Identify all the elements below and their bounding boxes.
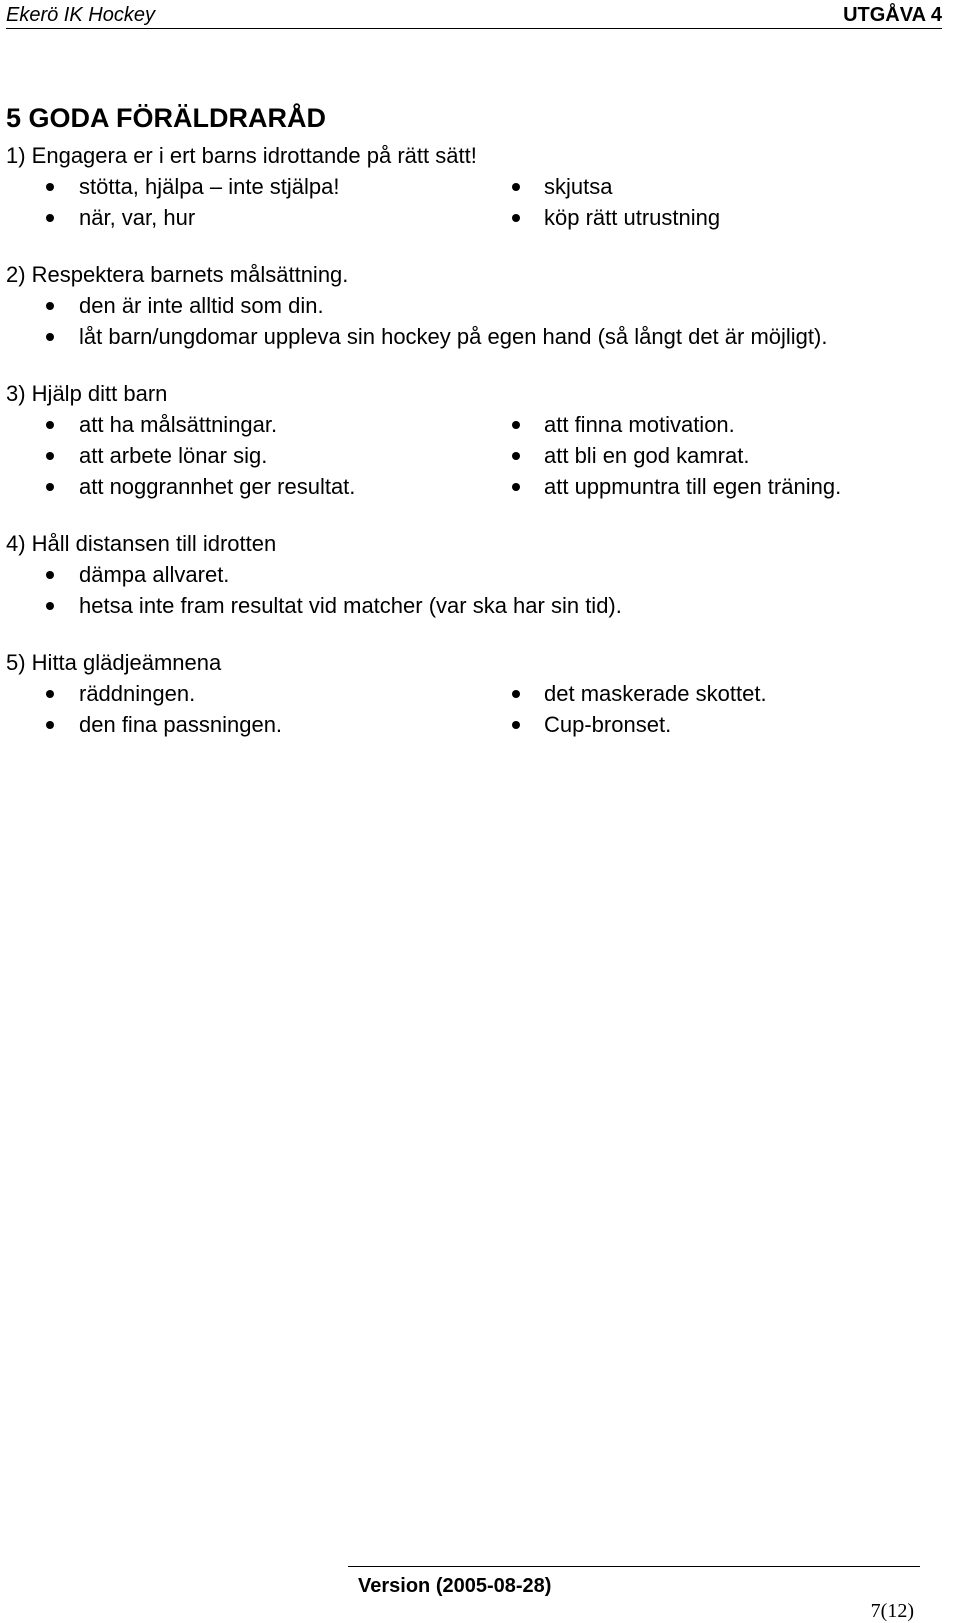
bullet-dot-icon [46,483,54,491]
list-item-text: stötta, hjälpa – inte stjälpa! [79,174,340,199]
header-edition: UTGÅVA 4 [843,4,942,26]
list-item-text: att ha målsättningar. [79,412,278,437]
bullet-dot-icon [46,302,54,310]
list-item [6,409,500,440]
list-item [6,590,940,621]
list-item [6,290,940,321]
list-item-text: dämpa allvaret. [79,562,230,587]
list-item-text: Cup-bronset. [544,712,672,737]
section-4 [6,528,942,621]
section-3 [6,378,942,502]
page-footer [348,1566,920,1622]
bullet-dot-icon [46,214,54,222]
bullet-dot-icon [512,421,520,429]
list-item [500,171,940,202]
list-item [500,409,940,440]
section-heading: 2) Respektera barnets målsättning. [6,262,349,287]
section-heading: 4) Håll distansen till idrotten [6,531,277,556]
section-5 [6,647,942,740]
list-item-text: skjutsa [544,174,613,199]
list-item-text: låt barn/ungdomar uppleva sin hockey på egen hand (så långt det är möjligt). [79,324,828,349]
bullet-dot-icon [512,214,520,222]
bullet-dot-icon [46,690,54,698]
bullet-list [6,678,942,740]
bullet-dot-icon [46,452,54,460]
list-item-text: att arbete lönar sig. [79,443,268,468]
section-heading: 1) Engagera er i ert barns idrottande på rätt sätt! [6,143,477,168]
list-item [6,709,500,740]
list-item [6,678,500,709]
footer-version: Version (2005-08-28) [358,1575,552,1597]
bullet-dot-icon [46,333,54,341]
bullet-dot-icon [46,183,54,191]
bullet-dot-icon [512,452,520,460]
section-2 [6,259,942,352]
list-item [6,440,500,471]
list-item [500,471,940,502]
bullet-dot-icon [512,690,520,698]
bullet-dot-icon [46,721,54,729]
bullet-list [6,409,942,502]
list-item-text: att finna motivation. [544,412,735,437]
list-item-text: hetsa inte fram resultat vid matcher (var ska har sin tid). [79,593,622,618]
list-item-text: den är inte alltid som din. [79,293,324,318]
bullet-list [6,290,942,352]
page-header [6,4,942,29]
list-item-text: när, var, hur [79,205,196,230]
section-1 [6,140,942,233]
list-item [500,678,940,709]
bullet-dot-icon [46,421,54,429]
list-item-text: räddningen. [79,681,196,706]
list-item [500,709,940,740]
list-item-text: den fina passningen. [79,712,283,737]
list-item [6,321,940,352]
list-item-text: att uppmuntra till egen träning. [544,474,842,499]
list-item [6,171,500,202]
bullet-dot-icon [512,183,520,191]
section-heading: 3) Hjälp ditt barn [6,381,168,406]
header-club-name: Ekerö IK Hockey [6,4,155,26]
document-title: 5 GODA FÖRÄLDRARÅD [6,103,326,133]
document-body [6,96,942,766]
bullet-dot-icon [46,602,54,610]
bullet-dot-icon [512,483,520,491]
list-item-text: köp rätt utrustning [544,205,721,230]
list-item [6,471,500,502]
list-item-text: att noggrannhet ger resultat. [79,474,356,499]
list-item [500,440,940,471]
bullet-list [6,171,942,233]
list-item-text: det maskerade skottet. [544,681,767,706]
list-item [6,559,940,590]
page-number: 7(12) [870,1600,914,1622]
bullet-dot-icon [46,571,54,579]
section-heading: 5) Hitta glädjeämnena [6,650,222,675]
list-item-text: att bli en god kamrat. [544,443,750,468]
bullet-dot-icon [512,721,520,729]
bullet-list [6,559,942,621]
list-item [6,202,500,233]
list-item [500,202,940,233]
